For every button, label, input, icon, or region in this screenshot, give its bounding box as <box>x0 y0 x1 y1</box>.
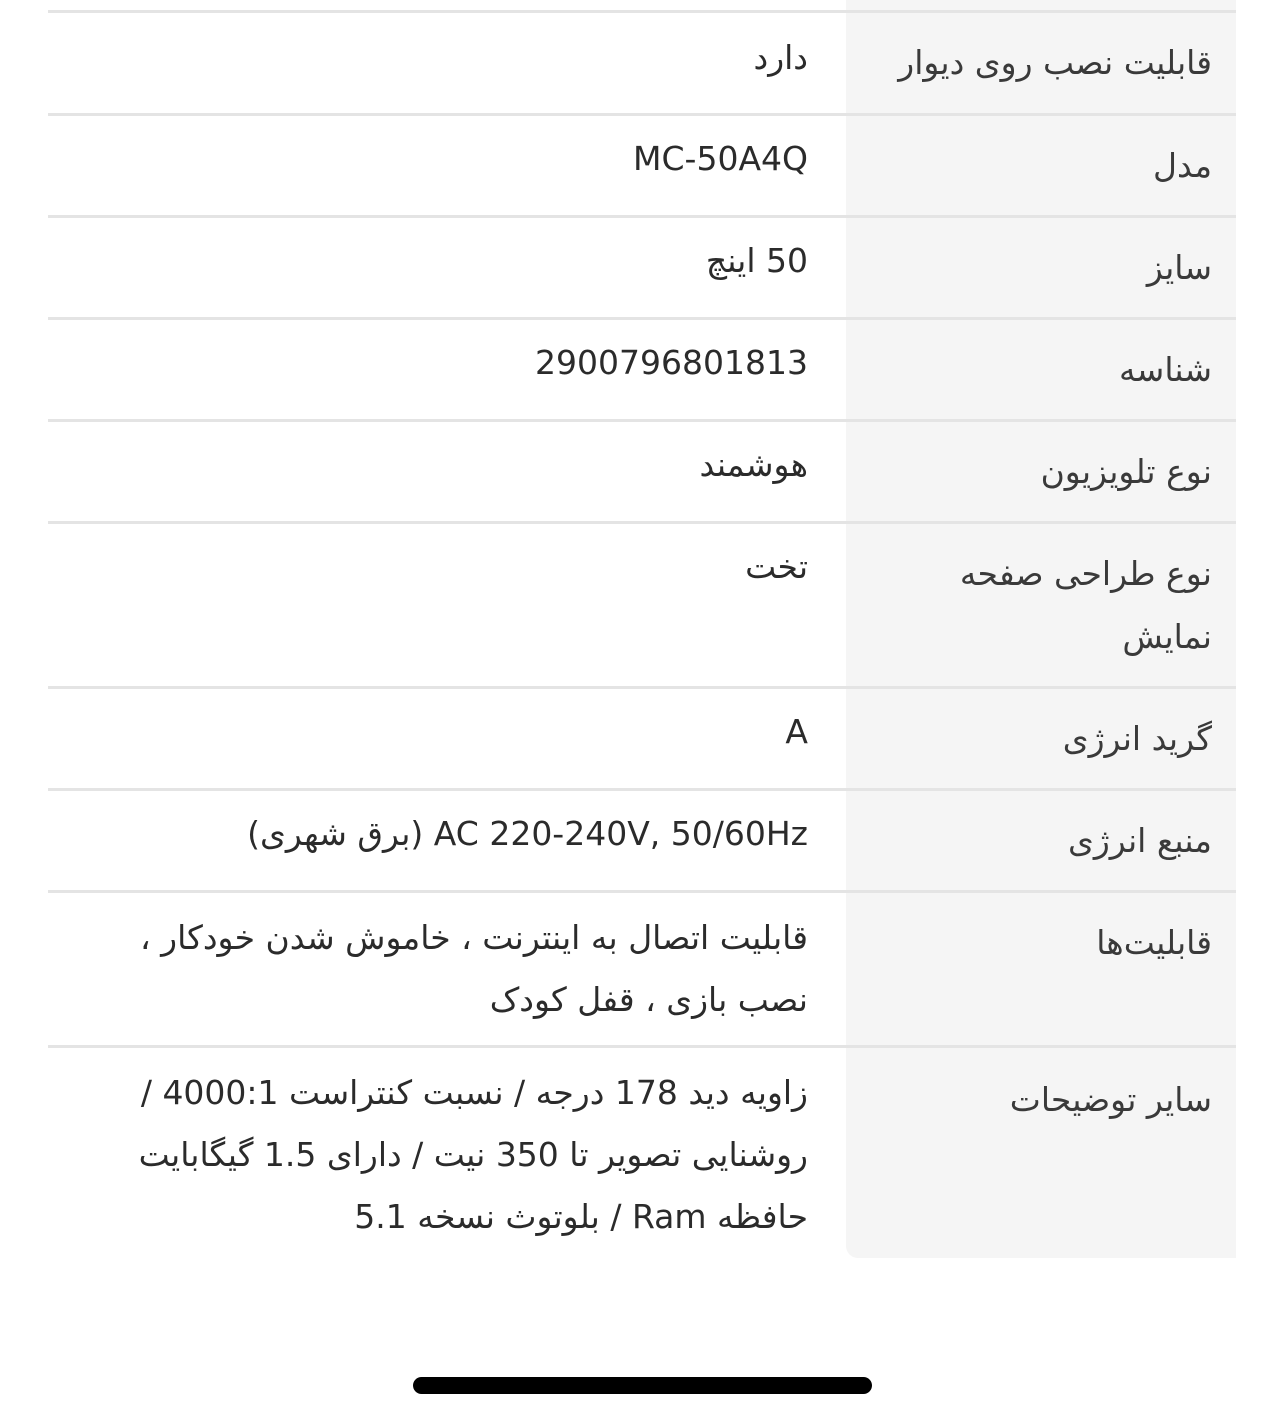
spec-row-screen-design <box>48 521 1236 686</box>
spec-value: هوشمند <box>699 445 808 484</box>
spec-row-features <box>48 890 1236 1045</box>
spec-row-power-source <box>48 788 1236 890</box>
spec-row-other-notes <box>48 1045 1236 1258</box>
spec-value: قابلیت اتصال به اینترنت ، خاموش شدن خودکار ، نصب بازی ، قفل کودک <box>140 918 808 1019</box>
spec-label: سایز <box>846 218 1236 317</box>
top-strip-value <box>48 0 846 10</box>
spec-label: گرید انرژی <box>846 689 1236 788</box>
spec-value: AC 220-240V, 50/60Hz (برق شهری) <box>247 814 808 853</box>
spec-row-model <box>48 113 1236 215</box>
spec-value: 2900796801813 <box>535 343 808 382</box>
spec-label: منبع انرژی <box>846 791 1236 890</box>
spec-row-wall-mount <box>48 10 1236 113</box>
spec-value: MC-50A4Q <box>633 139 808 178</box>
spec-label: نوع طراحی صفحه نمایش <box>846 524 1236 686</box>
top-strip <box>48 0 1236 10</box>
spec-value: زاویه دید 178 درجه / نسبت کنتراست 4000:1 / روشنایی تصویر تا 350 نیت / دارای 1.5 گیگابایت حافظه Ram / بلوتوث نسخه 5.1 <box>138 1073 808 1236</box>
top-strip-label <box>846 0 1236 10</box>
spec-value: دارد <box>753 38 808 77</box>
spec-table <box>48 10 1236 1258</box>
home-indicator[interactable] <box>413 1377 872 1394</box>
spec-label: قابلیت نصب روی دیوار <box>846 13 1236 113</box>
spec-label: شناسه <box>846 320 1236 419</box>
spec-row-id <box>48 317 1236 419</box>
spec-row-size <box>48 215 1236 317</box>
spec-value: تخت <box>745 547 808 586</box>
spec-row-tv-type <box>48 419 1236 521</box>
spec-label: سایر توضیحات <box>846 1048 1236 1258</box>
spec-label: مدل <box>846 116 1236 215</box>
spec-value: 50 اینچ <box>705 241 808 280</box>
spec-row-energy-grade <box>48 686 1236 788</box>
spec-value: A <box>785 712 808 751</box>
spec-label: قابلیت‌ها <box>846 893 1236 1045</box>
spec-label: نوع تلویزیون <box>846 422 1236 521</box>
